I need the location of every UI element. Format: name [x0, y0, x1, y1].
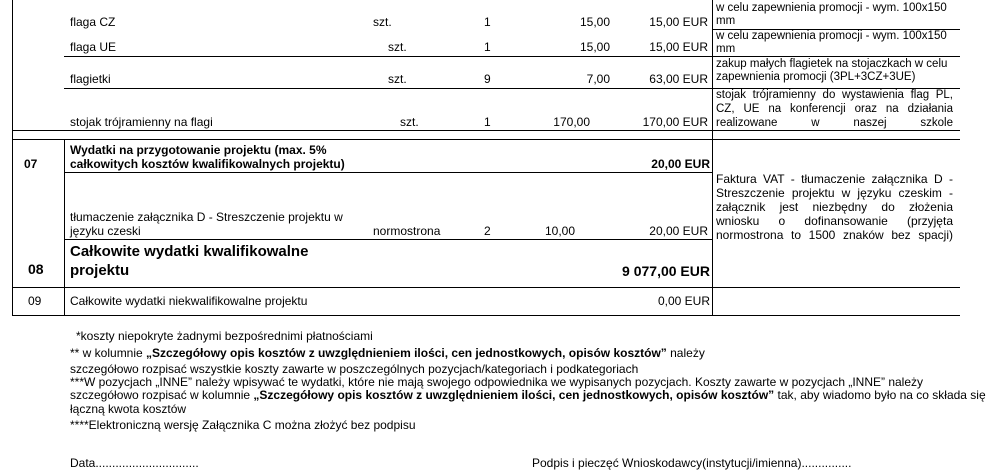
item-total: 20,00 EUR	[649, 224, 708, 238]
item-name: stojak trójramienny na flagi	[70, 115, 213, 129]
item-quantity: 2	[484, 224, 491, 238]
item-name: flaga CZ	[70, 15, 116, 29]
footnote-emphasis: „Szczegółowy opis kosztów z uwzględnieniem ilości, cen jednostkowych, opisów kosztów”	[253, 388, 775, 402]
item-total: 63,00 EUR	[649, 72, 708, 86]
item-unit: szt.	[388, 40, 407, 54]
justification-column-divider	[712, 0, 713, 316]
footnote-2	[70, 346, 705, 360]
item-unit: szt.	[400, 115, 419, 129]
footnote-3-line-2	[70, 388, 986, 402]
item-name: flaga UE	[70, 40, 117, 54]
item-quantity: 1	[484, 115, 491, 129]
item-unit-price: 170,00	[553, 115, 590, 129]
row-divider	[12, 130, 960, 131]
signature-field: Podpis i pieczęć Wnioskodawcy(instytucji/imienna)...............	[532, 456, 852, 470]
item-unit: normostrona	[373, 224, 441, 238]
footnote-text: tak, aby wiadomo było na co składa się	[774, 388, 986, 402]
item-unit: szt.	[388, 72, 407, 86]
footnote-2-line-2: szczegółowo rozpisać wszystkie koszty zawarte w poszczególnych pozycjach/kategoriach i podkategoriach	[70, 362, 639, 376]
footnote-text: ** w kolumnie	[70, 346, 147, 360]
item-justification: w celu zapewnienia promocji - wym. 100x150 mm	[716, 2, 947, 27]
footnote-3-line-3: łączną kwota kosztów	[70, 402, 187, 416]
section-title: Całkowite wydatki kwalifikowalne projektu	[70, 243, 309, 279]
item-total: 170,00 EUR	[642, 115, 708, 129]
item-justification: zakup małych flagietek na stojaczkach w celu zapewnienia promocji (3PL+3CZ+3UE)	[716, 58, 948, 83]
item-name: flagietki	[70, 72, 111, 86]
row-divider	[64, 239, 712, 240]
item-unit: szt.	[373, 15, 392, 29]
section-justification: Faktura VAT - tłumaczenie załącznika D - Streszczenie projektu w języku czeskim - załącznik jest niezbędny do złożenia wniosku o dofinansowanie (przyjęta normostrona to 1500 znaków bez spacji)	[716, 172, 953, 242]
item-total: 15,00 EUR	[649, 40, 708, 54]
section-title: Wydatki na przygotowanie projektu (max. 5% całkowitych kosztów kwalifikowalnych projektu)	[70, 143, 345, 171]
row-divider	[12, 287, 960, 288]
item-quantity: 1	[484, 40, 491, 54]
section-title: Całkowite wydatki niekwalifikowalne projektu	[70, 294, 308, 308]
date-field: Data...............................	[70, 456, 199, 470]
item-quantity: 9	[484, 72, 491, 86]
item-name: tłumaczenie załącznika D - Streszczenie projektu w języku czeski	[70, 210, 343, 238]
footnote-text: należy	[666, 346, 705, 360]
section-number: 08	[28, 261, 44, 277]
section-number: 09	[28, 294, 42, 308]
item-total: 15,00 EUR	[649, 15, 708, 29]
item-unit-price: 15,00	[579, 40, 610, 54]
item-justification: stojak trójramienny do wystawienia flag PL, CZ, UE na konferencji oraz na działania realizowane w naszej szkole	[716, 89, 953, 129]
row-divider	[64, 56, 960, 57]
section-total: 0,00 EUR	[657, 294, 710, 308]
footnote-4: ****Elektroniczną wersję Załącznika C można złożyć bez podpisu	[70, 418, 416, 432]
section-total: 9 077,00 EUR	[622, 263, 710, 279]
number-column-divider	[64, 139, 65, 316]
item-justification: w celu zapewnienia promocji - wym. 100x150 mm	[716, 30, 947, 55]
table-border-left	[12, 0, 13, 316]
footnote-text: szczegółowo rozpisać w kolumnie	[70, 388, 254, 402]
footnote-3: ***W pozycjach „INNE” należy wpisywać te wydatki, które nie mają swojego odpowiednika we wypisanych pozycjach. Koszty zawarte w pozycjach „INNE” należy	[70, 375, 924, 389]
row-divider	[12, 315, 960, 316]
item-unit-price: 7,00	[586, 72, 610, 86]
row-divider	[64, 172, 712, 173]
section-total: 20,00 EUR	[651, 157, 710, 171]
footnote-1: *koszty niepokryte żadnymi bezpośrednimi płatnościami	[76, 329, 373, 343]
item-quantity: 1	[484, 15, 491, 29]
row-divider	[12, 139, 960, 140]
footnote-emphasis: „Szczegółowy opis kosztów z uwzględnieniem ilości, cen jednostkowych, opisów kosztów”	[146, 346, 667, 360]
item-unit-price: 10,00	[544, 224, 575, 238]
item-unit-price: 15,00	[579, 15, 610, 29]
section-number: 07	[24, 157, 38, 171]
